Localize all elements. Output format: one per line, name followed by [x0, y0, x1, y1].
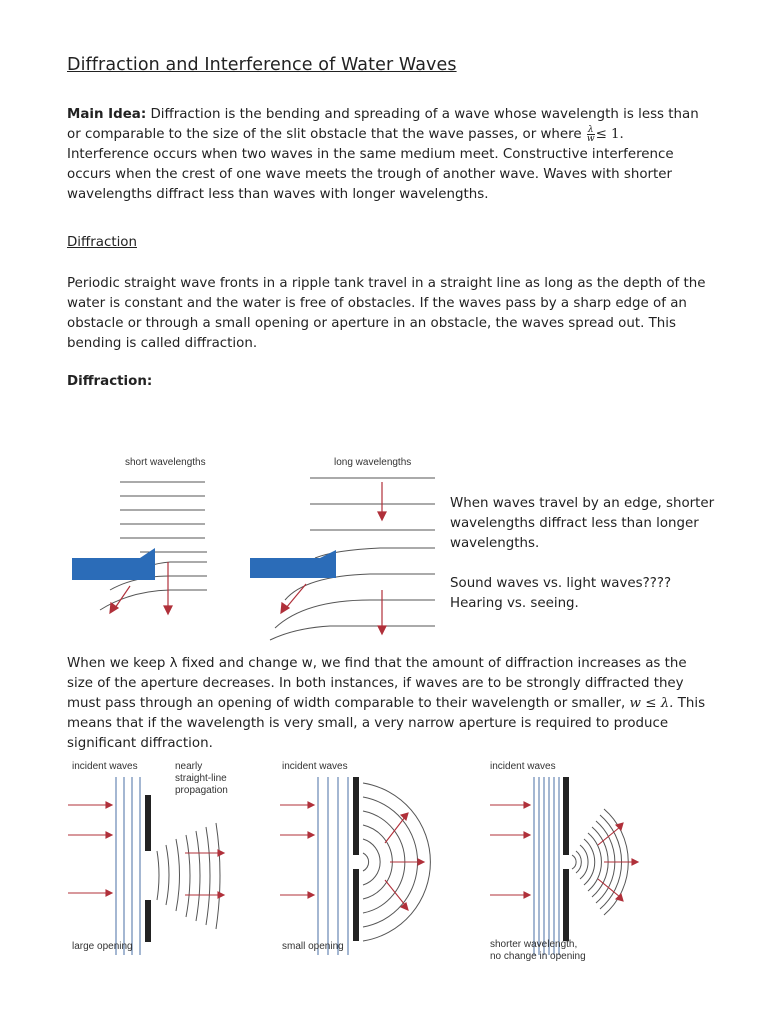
edge-diffraction-figure: [60, 450, 450, 650]
diffraction-heading: Diffraction: [67, 235, 137, 250]
short-wavelengths-label: short wavelengths: [125, 457, 206, 468]
main-idea-text: Diffraction is the bending and spreading of a wave whose wavelength is less than or comparable to the size of the slit obstacle that the wave passes, or where: [67, 107, 699, 142]
interference-text: Interference occurs when two waves in the same medium meet. Constructive interference occurs when the crest of one wave meets the trough of another wave. Waves with shorter wavelengths diffract less than waves with longer wavelengths.: [67, 147, 674, 202]
fraction-numerator: λ: [587, 124, 594, 135]
small-opening-label: small opening: [282, 941, 344, 952]
sound-vs-light-note: Sound waves vs. light waves????: [450, 576, 672, 591]
lambda-over-w-fraction: [587, 126, 595, 143]
shorter-barrier-top: [563, 777, 569, 855]
incident-waves-label-2: incident waves: [282, 761, 348, 772]
aperture-condition: w ≤ λ.: [629, 696, 674, 711]
shorter-barrier-bottom: [563, 869, 569, 941]
large-incident-fronts: [116, 777, 140, 955]
long-wavelengths-label: long wavelengths: [334, 457, 412, 468]
fraction-relation: ≤ 1.: [595, 127, 624, 142]
short-wave-fronts: [100, 482, 207, 610]
aperture-diffraction-figure: [60, 755, 720, 970]
small-barrier-bottom: [353, 869, 359, 941]
propagation-label: propagation: [175, 785, 228, 796]
small-arrows: [280, 802, 424, 910]
aperture-text-b: This means that if the wavelength is very small, a very narrow aperture is required to produce significant diffraction.: [67, 696, 706, 751]
large-barrier-bottom: [145, 900, 151, 942]
edge-note: When waves travel by an edge, shorter wavelengths diffract less than longer wavelengths.: [450, 496, 715, 551]
shorter-incident-fronts: [534, 777, 559, 955]
page-title: Diffraction and Interference of Water Waves: [67, 55, 457, 75]
short-wave-obstacle: [72, 548, 155, 580]
small-barrier-top: [353, 777, 359, 855]
hearing-vs-seeing-note: Hearing vs. seeing.: [450, 596, 579, 611]
nearly-label: nearly: [175, 761, 203, 772]
shorter-wavelength-label: shorter wavelength,: [490, 939, 578, 950]
no-change-label: no change in opening: [490, 951, 586, 962]
long-wave-obstacle: [250, 550, 336, 578]
main-idea-label: Main Idea:: [67, 107, 147, 122]
incident-waves-label-3: incident waves: [490, 761, 556, 772]
diffraction-paragraph: Periodic straight wave fronts in a ripple tank travel in a straight line as long as the depth of the water is constant and the water is free of obstacles. If the waves pass by a sharp edge of an obstacle or through a small opening or aperture in an obstacle, the waves spread out. This bending is called diffraction.: [67, 276, 706, 351]
small-opening-panel: [280, 761, 430, 955]
diffraction-bold-heading: Diffraction:: [67, 374, 153, 389]
edge-diffraction-notes: [450, 494, 720, 614]
fraction-denominator: w: [586, 133, 595, 144]
main-idea-paragraph: [67, 105, 707, 205]
incident-waves-label-1: incident waves: [72, 761, 138, 772]
large-barrier-top: [145, 795, 151, 851]
aperture-text-a: When we keep λ fixed and change w, we find that the amount of diffraction increases as the size of the aperture decreases. In both instances, if waves are to be strongly diffracted they must pass through an opening of width comparable to their wavelength or smaller,: [67, 656, 687, 711]
straight-line-label: straight-line: [175, 773, 227, 784]
large-opening-panel: [68, 761, 228, 955]
large-opening-label: large opening: [72, 941, 133, 952]
shorter-wavelength-panel: [490, 761, 638, 962]
small-incident-fronts: [318, 777, 348, 955]
large-transmitted-fronts: [157, 823, 220, 929]
aperture-paragraph: [67, 654, 707, 754]
